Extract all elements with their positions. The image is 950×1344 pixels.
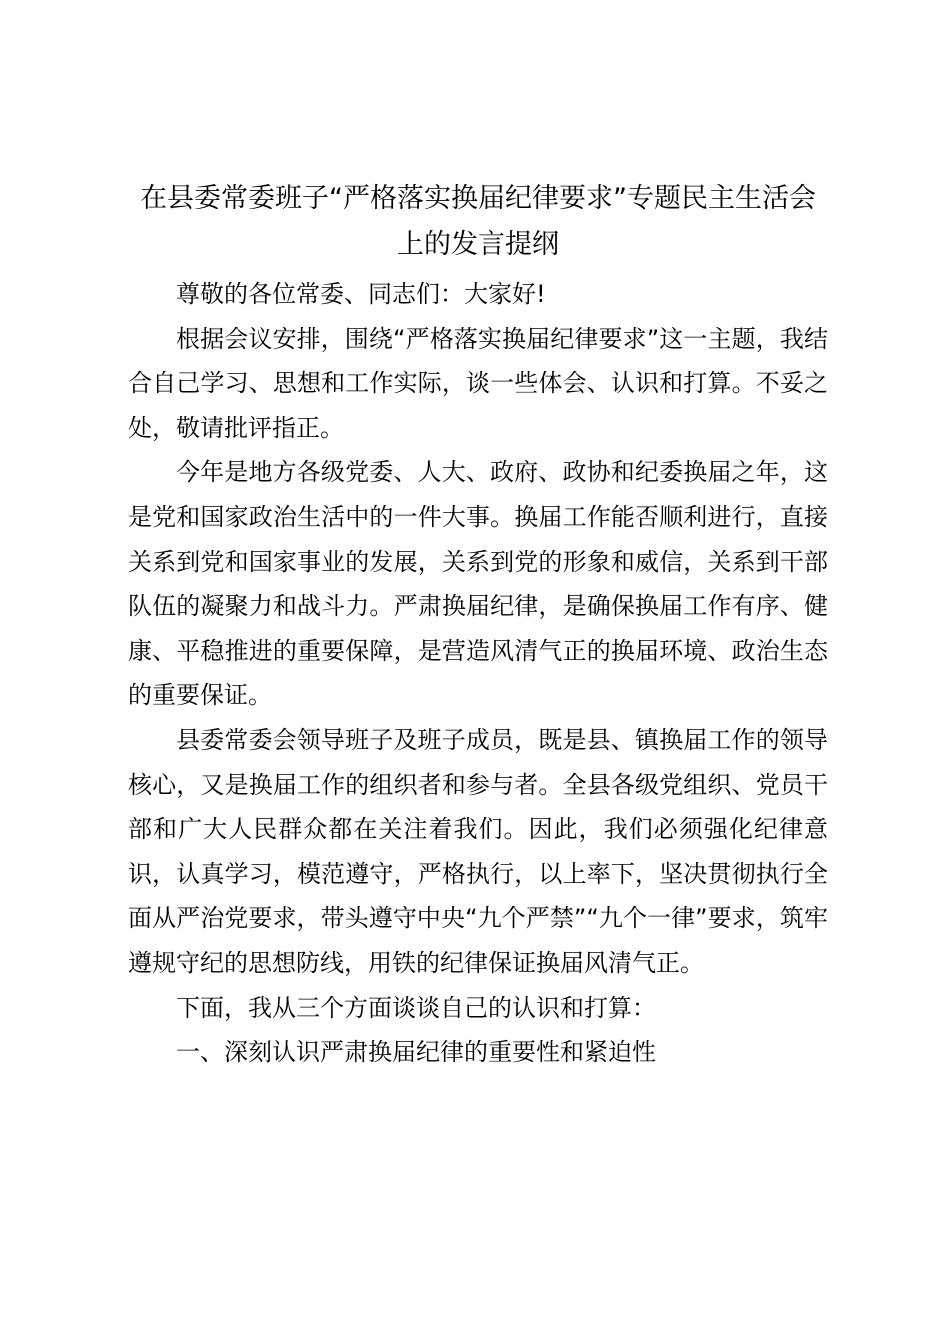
document-body [128,176,828,1075]
paragraph-outline: 下面，我从三个方面谈谈自己的认识和打算： [176,993,656,1022]
document-title: 在县委常委班子“严格落实换届纪律要求”专题民主生活会上的发言提纲 [140,183,816,260]
paragraph-responsibility: 县委常委会领导班子及班子成员，既是县、镇换届工作的领导核心，又是换届工作的组织者和参与者。全县各级党组织、党员干部和广大人民群众都在关注着我们。因此，我们必须强化纪律意识，认真学习，模范遵守，严格执行，以上率下，坚决贯彻执行全面从严治党要求，带头遵守中央“九个严禁”“九个一律”要求，筑牢遵规守纪的思想防线，用铁的纪律保证换届风清气正。 [128,725,828,977]
greeting: 尊敬的各位常委、同志们：大家好! [176,280,546,308]
paragraph-intro: 根据会议安排，围绕“严格落实换届纪律要求”这一主题，我结合自己学习、思想和工作实际，谈一些体会、认识和打算。不妥之处，敬请批评指正。 [128,324,828,442]
paragraph-background: 今年是地方各级党委、人大、政府、政协和纪委换届之年，这是党和国家政治生活中的一件大事。换届工作能否顺利进行，直接关系到党和国家事业的发展，关系到党的形象和威信，关系到干部队伍的凝聚力和战斗力。严肃换届纪律，是确保换届工作有序、健康、平稳推进的重要保障，是营造风清气正的换届环境、政治生态的重要保证。 [128,458,828,710]
section-heading: 一、深刻认识严肃换届纪律的重要性和紧迫性 [176,1038,656,1067]
